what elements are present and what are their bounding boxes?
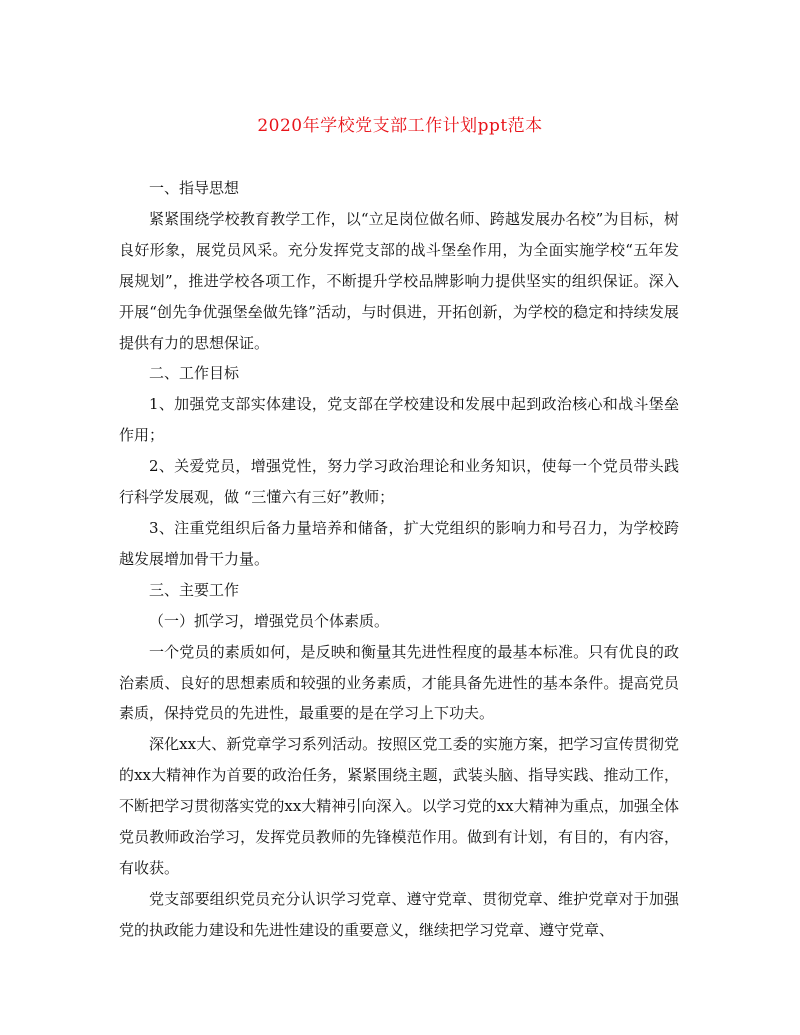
goal-item-1: 1、加强党支部实体建设，党支部在学校建设和发展中起到政治核心和战斗堡垒作用；: [119, 395, 679, 445]
section-heading-main-work: 三、主要工作: [149, 580, 240, 599]
section-heading-work-goals: 二、工作目标: [149, 364, 240, 383]
subsection-heading-study: （一）抓学习，增强党员个体素质。: [149, 611, 390, 630]
paragraph: 深化xx大、新党章学习系列活动。按照区党工委的实施方案，把学习宣传贯彻党的xx大精神作为首要的政治任务，紧紧围绕主题，武装头脑、指导实践、推动工作，不断把学习贯彻落实党的xx大精神引向深入。以学习党的xx大精神为重点，加强全体党员教师政治学习，发挥党员教师的先锋模范作用。做到有计划，有目的，有内容，有收获。: [119, 735, 679, 877]
paragraph: 党支部要组织党员充分认识学习党章、遵守党章、贯彻党章、维护党章对于加强党的执政能力建设和先进性建设的重要意义，继续把学习党章、遵守党章、: [119, 889, 679, 939]
goal-item-2: 2、关爱党员，增强党性，努力学习政治理论和业务知识，使每一个党员带头践行科学发展观，做 “三懂六有三好”教师；: [119, 457, 679, 507]
document-title: 2020年学校党支部工作计划ppt范本: [257, 116, 543, 136]
paragraph: 一个党员的素质如何，是反映和衡量其先进性程度的最基本标准。只有优良的政治素质、良好的思想素质和较强的业务素质，才能具备先进性的基本条件。提高党员素质，保持党员的先进性，最重要的是在学习上下功夫。: [119, 642, 679, 723]
section-heading-guiding-ideology: 一、指导思想: [149, 179, 240, 197]
paragraph: 紧紧围绕学校教育教学工作，以“立足岗位做名师、跨越发展办名校”为目标，树良好形象，展党员风采。充分发挥党支部的战斗堡垒作用，为全面实施学校“五年发展规划”，推进学校各项工作，不断提升学校品牌影响力提供坚实的组织保证。深入开展“创先争优强堡垒做先锋”活动，与时俱进，开拓创新，为学校的稳定和持续发展提供有力的思想保证。: [119, 209, 679, 352]
document-body: [119, 173, 679, 946]
goal-item-3: 3、注重党组织后备力量培养和储备，扩大党组织的影响力和号召力，为学校跨越发展增加骨干力量。: [119, 518, 679, 568]
